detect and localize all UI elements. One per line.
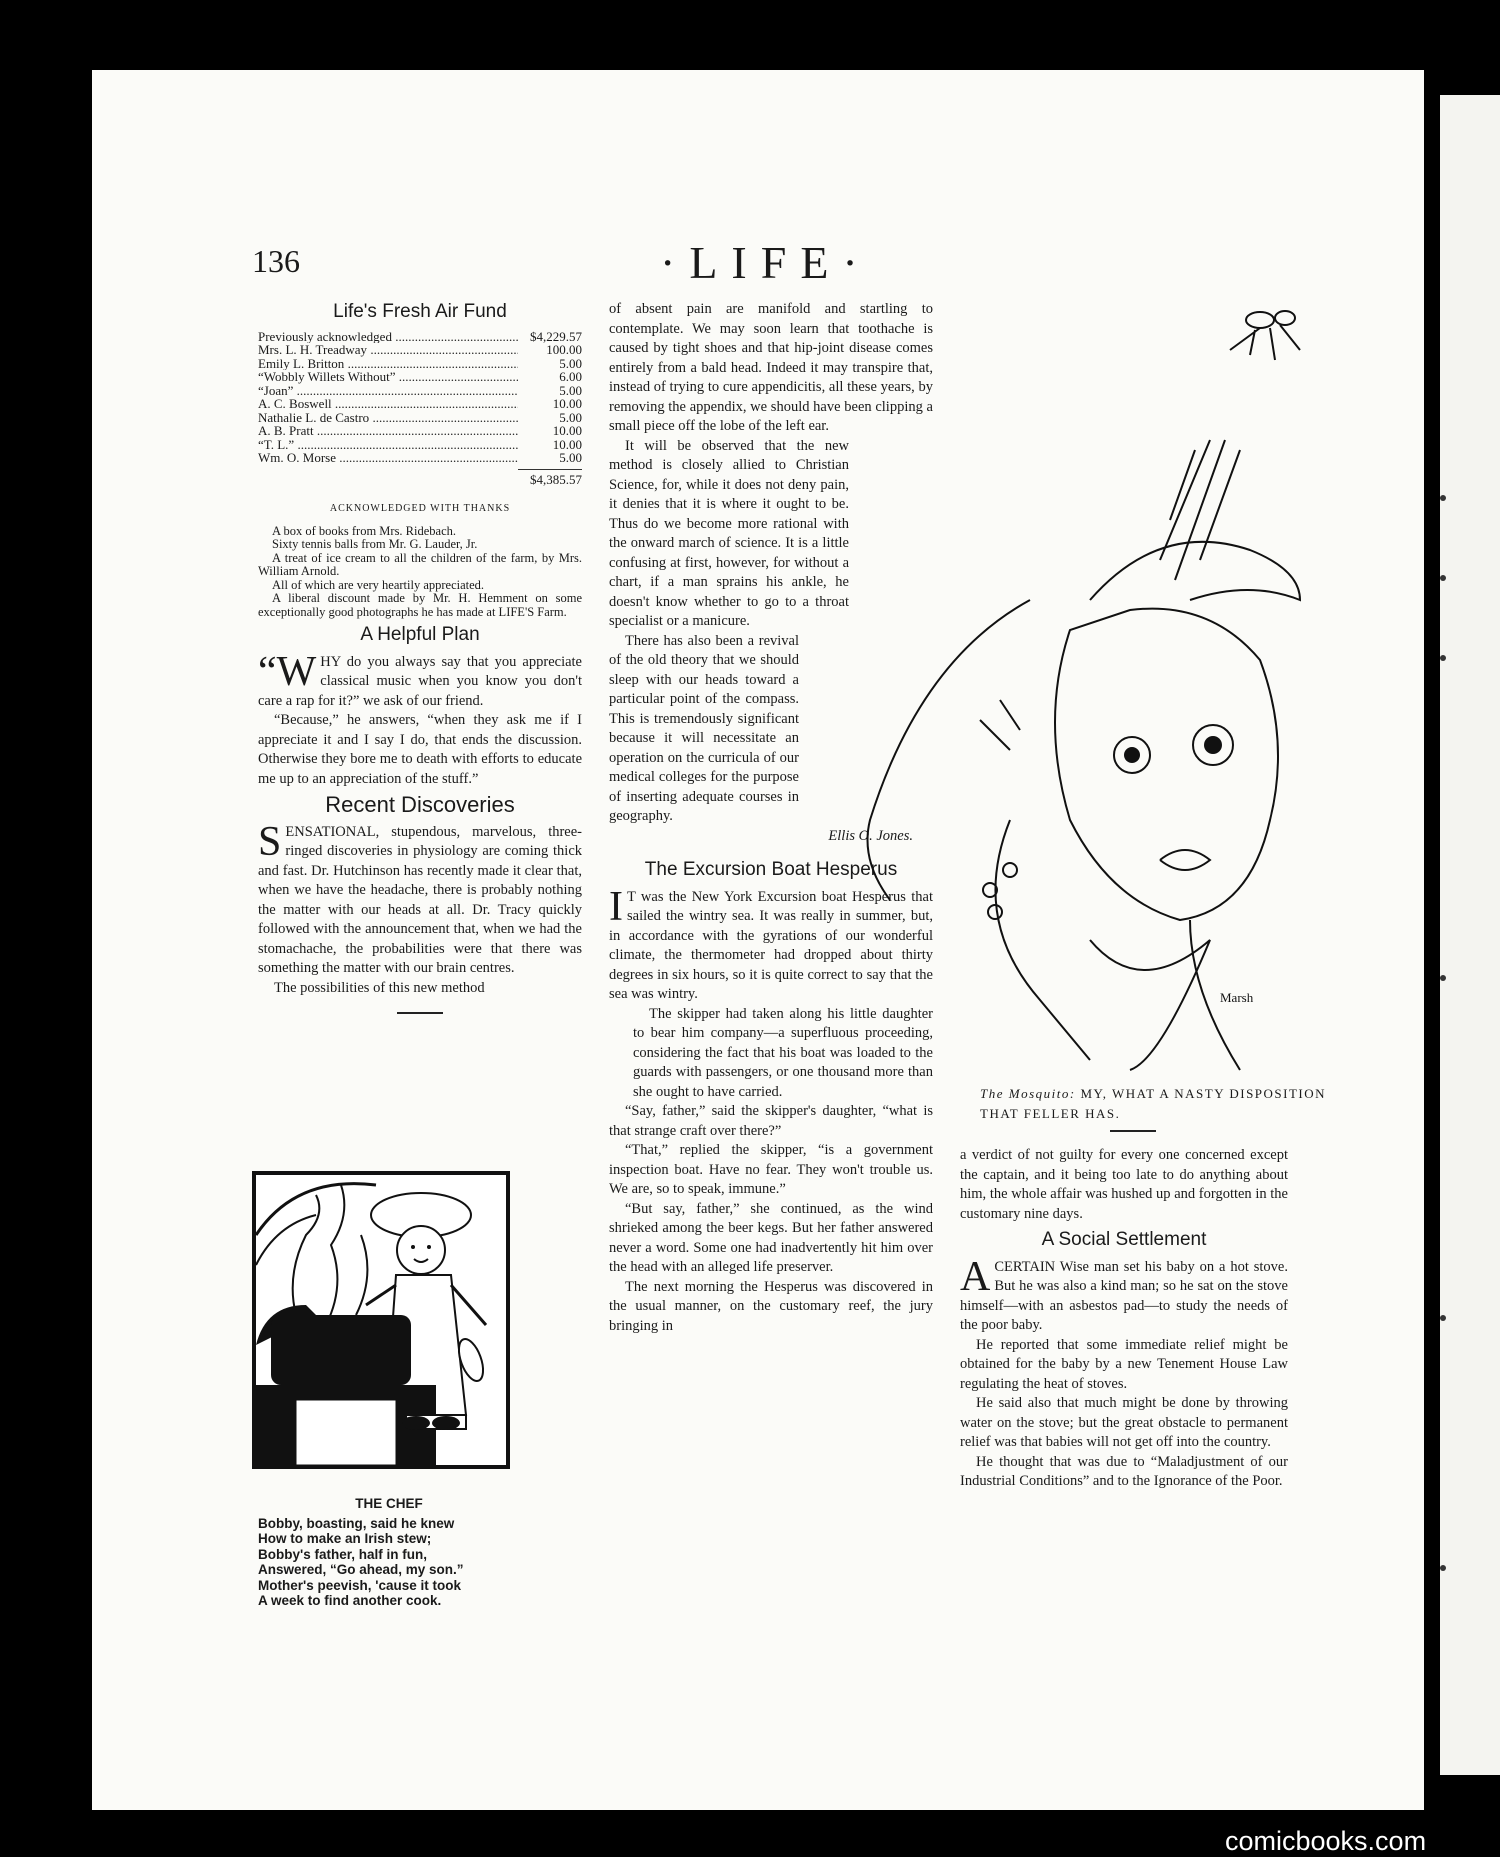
fund-list: [258, 330, 582, 465]
fund-row: “Wobbly Willets Without” ..... 6.00: [258, 370, 582, 384]
ack-item: A treat of ice cream to all the children of the farm, by Mrs. William Arnold.: [258, 550, 582, 578]
mosquito-illustration: [830, 300, 1350, 1080]
fund-row: A. C. Boswell ..... 10.00: [258, 397, 582, 411]
ack-item: All of which are very heartily appreciated.: [272, 577, 485, 592]
page-number: 136: [252, 243, 300, 279]
hesperus-p3: “Say, father,” said the skipper's daughter, “what is that strange craft over there?”: [609, 1103, 933, 1139]
helpful-plan-title: A Helpful Plan: [360, 624, 480, 645]
recent-p2: The possibilities of this new method: [274, 979, 485, 996]
divider: [1110, 1130, 1156, 1132]
settlement-title: A Social Settlement: [1041, 1229, 1207, 1250]
helpful-plan-p2: “Because,” he answers, “when they ask me if I appreciate it and I say I do, that ends the discussion. Otherwise they bore me to death with efforts to educate me up to an appreciation of the stuff.”: [258, 712, 582, 787]
column-3: [960, 1146, 1288, 1492]
recent-p3: of absent pain are manifold and startling to contemplate. We may soon learn that toothache is caused by tight shoes and that hip-joint disease comes entirely from a bald head. Indeed it may transpire that, instead of trying to cure appendicitis, all these years, by removing the appendix, we should have been clipping a small piece off the lobe of the left ear.: [609, 301, 933, 434]
settlement-p1: ACERTAIN Wise man set his baby on a hot stove. But he was also a kind man; so he sat on the stove himself—with an asbestos pad—to study the needs of the poor baby.: [960, 1253, 1288, 1333]
hesperus-p6: The next morning the Hesperus was discovered in the usual manner, on the customary reef, the jury bringing in: [609, 1278, 933, 1334]
watermark-credit: comicbooks.com: [1225, 1826, 1427, 1856]
chef-poem: [258, 1496, 520, 1609]
hesperus-title: The Excursion Boat Hesperus: [644, 859, 898, 880]
ack-item: A box of books from Mrs. Ridebach.: [272, 523, 457, 538]
chef-line: Answered, “Go ahead, my son.”: [258, 1562, 464, 1577]
settlement-p4: He thought that was due to “Maladjustment of our Industrial Conditions” and to the Ignorance of the Poor.: [960, 1453, 1288, 1489]
chef-cartoon: [252, 1171, 510, 1469]
ack-heading: ACKNOWLEDGED WITH THANKS: [329, 503, 511, 514]
fund-row: Emily L. Britton ..... 5.00: [258, 357, 582, 371]
column-1: [258, 296, 582, 1028]
drop-cap: I: [609, 883, 623, 930]
signature: Marsh: [1220, 990, 1254, 1005]
fund-total: $4,385.57: [518, 469, 582, 490]
chef-line: A week to find another cook.: [258, 1593, 442, 1608]
fund-row: “Joan” ..... 5.00: [258, 384, 582, 398]
chef-lines: [258, 1516, 520, 1609]
fund-row: Mrs. L. H. Treadway ..... 100.00: [258, 343, 582, 357]
drop-cap: A: [960, 1253, 991, 1300]
fund-row: A. B. Pratt ..... 10.00: [258, 424, 582, 438]
hesperus-p7: a verdict of not guilty for every one concerned except the captain, and it being too late to do anything about him, the whole affair was hushed up and forgotten in the customary nine days.: [960, 1147, 1288, 1222]
chef-line: Mother's peevish, 'cause it took: [258, 1577, 461, 1593]
author: Ellis O. Jones.: [828, 827, 913, 844]
hesperus-p5: “But say, father,” she continued, as the wind shrieked among the beer kegs. But her father answered never a word. Some one had inadvertently hit him over the head with an alleged life preserver.: [609, 1200, 933, 1275]
hesperus-p2: The skipper had taken along his little daughter to bear him company—a superfluous proceeding, considering the fact that his boat was loaded to the guards with passengers, or one thousand more than she ought to have carried.: [633, 1005, 933, 1100]
fresh-air-title: Life's Fresh Air Fund: [333, 301, 507, 322]
recent-p1: SENSATIONAL, stupendous, marvelous, three-ringed discoveries in physiology are coming thick and fast. Dr. Hutchinson has recently made it clear that, when we have the headache, there is probably nothing the matter with our heads at all. Dr. Tracy quickly followed with the announcement that, when we had the stomachache, the probabilities were that there was something the matter with our brain centres.: [258, 818, 582, 976]
chef-title: THE CHEF: [355, 1496, 423, 1511]
drop-cap: S: [258, 818, 282, 865]
mosquito-caption: The Mosquito: MY, WHAT A NASTY DISPOSITION THAT FELLER HAS.: [980, 1086, 1327, 1121]
hesperus-p4: “That,” replied the skipper, “is a government inspection boat. Have no fear. They won't trouble us. We are, so to speak, immune.”: [609, 1142, 933, 1197]
fund-row: “T. L.” ..... 10.00: [258, 438, 582, 452]
recent-p4: It will be observed that the new method is closely allied to Christian Science, for, while it does not deny pain, it denies that it is where it ought to be. Thus do we become more rational with the onward march of science. It is a little confusing at first, however, for without a chart, if a man sprains his ankle, he doesn't know whether to go to a throat specialist or a manicure.: [609, 437, 849, 629]
fund-row: Previously acknowledged ..... $4,229.57: [258, 330, 582, 344]
chef-line: Bobby, boasting, said he knew: [258, 1515, 455, 1531]
chef-line: How to make an Irish stew;: [258, 1531, 432, 1546]
settlement-p3: He said also that much might be done by throwing water on the stove; but the great obstacle to permanent relief was that babies will not get off into the country.: [960, 1395, 1288, 1450]
drop-cap: “W: [258, 648, 317, 695]
ack-item: Sixty tennis balls from Mr. G. Lauder, Jr.: [272, 537, 478, 551]
fund-row: Wm. O. Morse ..... 5.00: [258, 451, 582, 465]
settlement-p2: He reported that some immediate relief might be obtained for the baby by a new Tenement House Law regulating the heat of stoves.: [960, 1336, 1288, 1392]
adjacent-page-edge: [1440, 95, 1500, 1775]
recent-title: Recent Discoveries: [325, 792, 515, 817]
fund-row: Nathalie L. de Castro ..... 5.00: [258, 411, 582, 425]
ack-item: A liberal discount made by Mr. H. Hemment on some exceptionally good photographs he has made at LIFE'S Farm.: [258, 591, 582, 619]
masthead: ·LIFE·: [660, 237, 872, 288]
divider: [397, 1012, 443, 1014]
hesperus-p1: I T was the New York Excursion boat Hesperus that sailed the wintry sea. It was really in summer, but, in accordance with the gyrations of our wonderful climate, the thermometer had dropped about thirty degrees in six hours, so it is quite correct to say that the sea was wintry.: [609, 883, 933, 1002]
ack-list: [258, 525, 582, 620]
helpful-plan-p1: “WHY do you always say that you appreciate classical music when you know you don't care a rap for it?” we ask of our friend.: [258, 648, 582, 709]
chef-line: Bobby's father, half in fun,: [258, 1546, 427, 1562]
recent-p5: There has also been a revival of the old theory that we should sleep with our heads toward a particular point of the compass. This is tremendously significant because it will necessitate an operation on the curricula of our medical colleges for the purpose of inserting adequate courses in geography.: [609, 632, 799, 824]
